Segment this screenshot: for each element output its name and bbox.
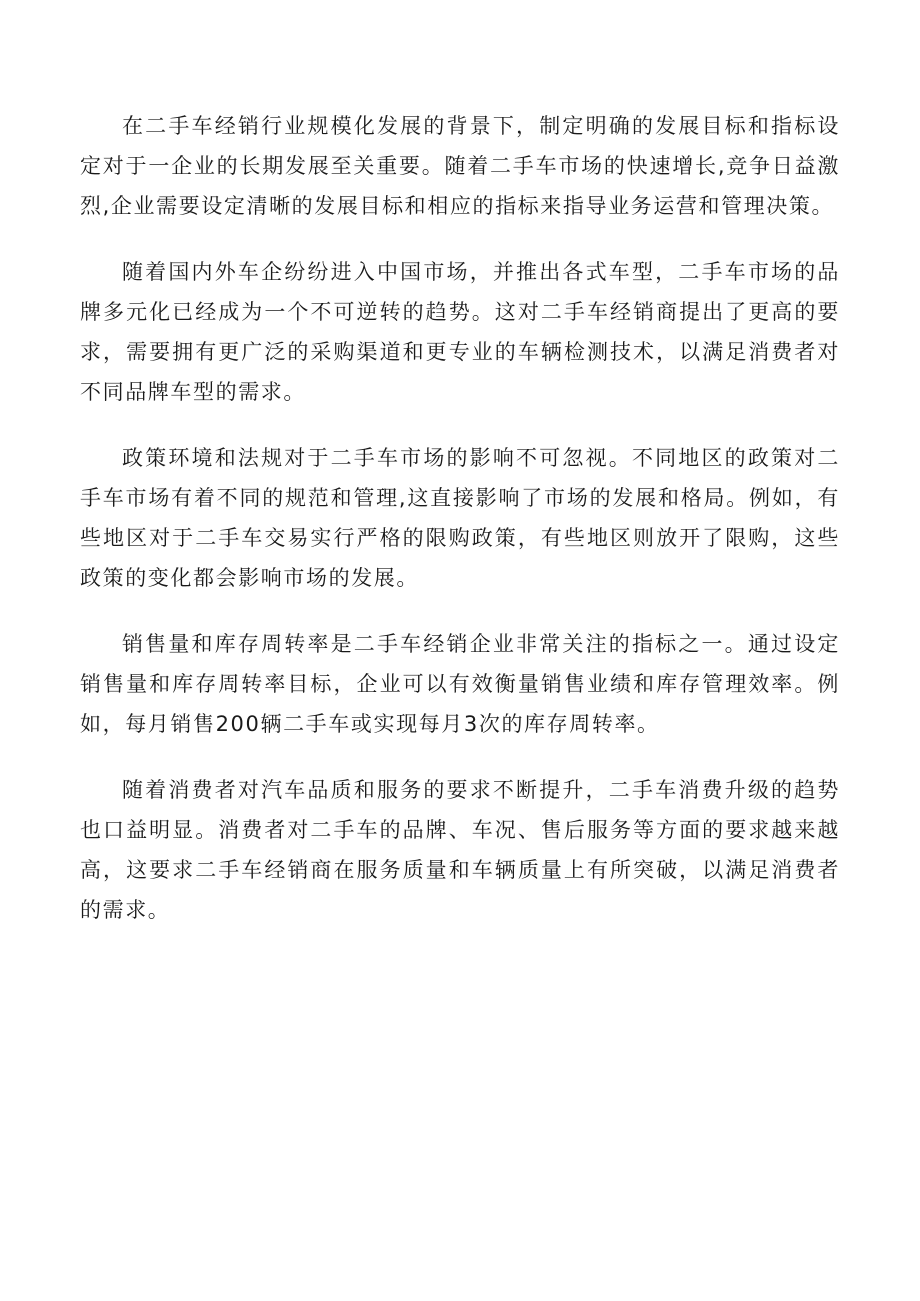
paragraph: 销售量和库存周转率是二手车经销企业非常关注的指标之一。通过设定销售量和库存周转率目标，企业可以有效衡量销售业绩和库存管理效率。例如，每月销售200辆二手车或实现每月3次的库存周转率。 xyxy=(80,632,840,736)
paragraph: 随着国内外车企纷纷进入中国市场，并推出各式车型，二手车市场的品牌多元化已经成为一个不可逆转的趋势。这对二手车经销商提出了更高的要求，需要拥有更广泛的采购渠道和更专业的车辆检测技术，以满足消费者对不同品牌车型的需求。 xyxy=(80,260,840,404)
paragraph: 随着消费者对汽车品质和服务的要求不断提升，二手车消费升级的趋势也口益明显。消费者对二手车的品牌、车况、售后服务等方面的要求越来越高，这要求二手车经销商在服务质量和车辆质量上有所突破，以满足消费者的需求。 xyxy=(80,778,840,922)
paragraph: 在二手车经销行业规模化发展的背景下，制定明确的发展目标和指标设定对于一企业的长期发展至关重要。随着二手车市场的快速增长,竞争日益激烈,企业需要设定清晰的发展目标和相应的指标来指导业务运营和管理决策。 xyxy=(80,114,840,218)
document-body xyxy=(80,106,840,956)
paragraph: 政策环境和法规对于二手车市场的影响不可忽视。不同地区的政策对二手车市场有着不同的规范和管理,这直接影响了市场的发展和格局。例如，有些地区对于二手车交易实行严格的限购政策，有些地区则放开了限购，这些政策的变化都会影响市场的发展。 xyxy=(80,446,840,590)
